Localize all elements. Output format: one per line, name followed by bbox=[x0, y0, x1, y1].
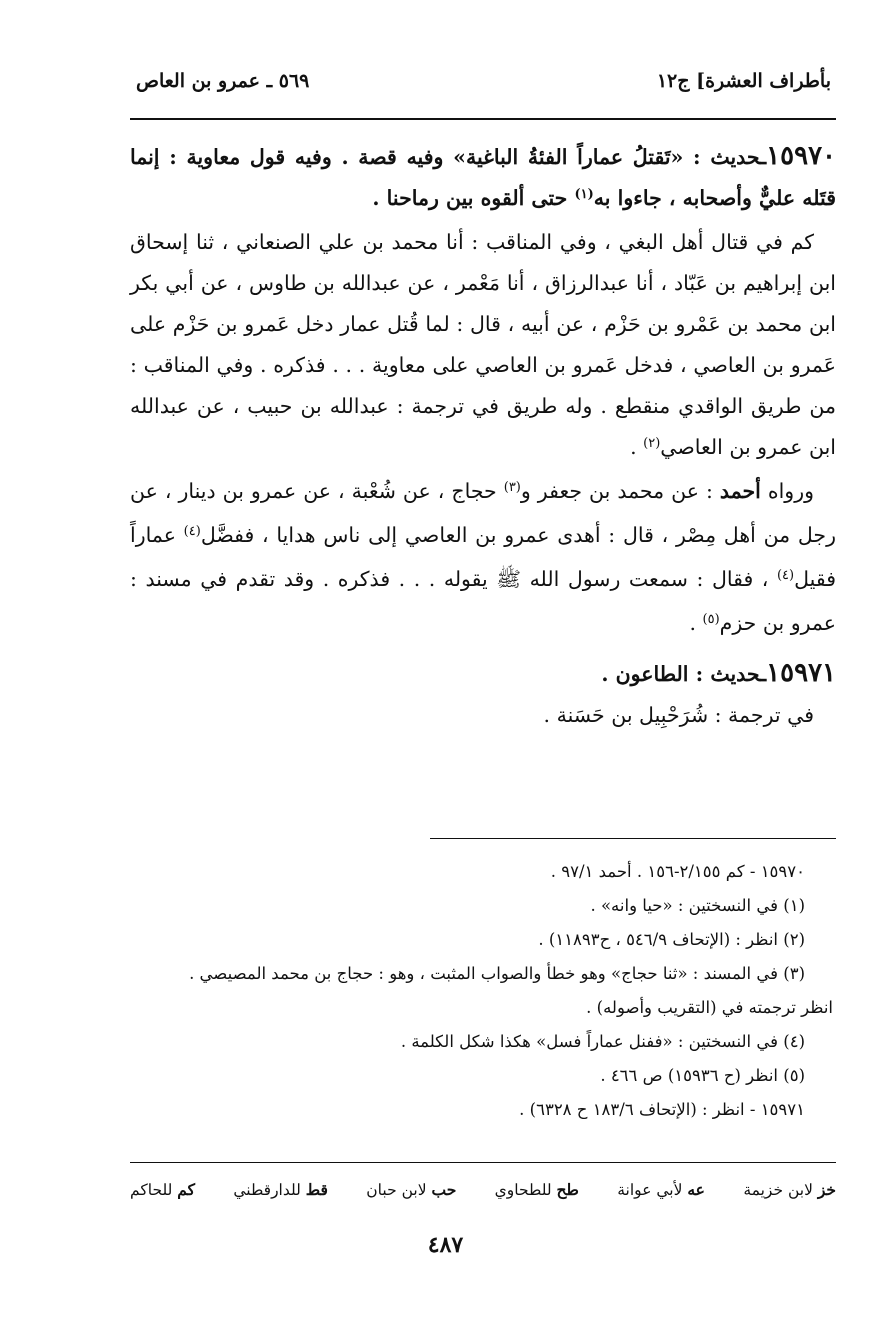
abbreviation-rule bbox=[130, 1162, 836, 1163]
abbr-item bbox=[130, 1180, 195, 1199]
abbr-label: لابن حبان bbox=[366, 1181, 427, 1199]
footnote: ١٥٩٧١ - انظر : (الإتحاف ١٨٣/٦ ح ٦٣٢٨) . bbox=[519, 1100, 805, 1119]
sources-text: كم في قتال أهل البغي ، وفي المناقب : أنا محمد بن علي الصنعاني ، ثنا إسحاق ابن إبراهيم بن عَبّاد ، أنا عبدالرزاق ، أنا مَعْمر ، عن عبدالله بن طاوس ، عن أبي بكر ابن محمد بن عَمْرو بن حَزْم ، عن أبيه ، قال : لما قُتل عمار دخل عَمرو بن حَزْم على عَمرو بن العاصي ، فدخل عَمرو بن العاصي على معاوية . . . فذكره . وفي المناقب : من طريق الواقدي منقطع . وله طريق في ترجمة : عبدالله بن حبيب ، عن عبدالله ابن عمرو بن العاصي bbox=[130, 230, 836, 459]
hadith-15970-heading bbox=[130, 136, 836, 222]
ahmad-text-c: حجاج ، عن شُعْبة ، عن عمرو بن دينار ، عن رجل من أهل مِصْر ، قال : أهدى عمرو بن العاصي إلى ناس هدايا ، ففضَّل bbox=[130, 479, 836, 547]
hadith-title-end: حتى ألقوه بين رماحنا . bbox=[372, 186, 575, 210]
hadith-number: ١٥٩٧١ bbox=[766, 658, 836, 688]
abbr-label: لابن خزيمة bbox=[743, 1181, 813, 1199]
hadith-15970-ahmad bbox=[130, 471, 836, 647]
abbr-item bbox=[743, 1180, 836, 1199]
abbr-code: حب bbox=[431, 1180, 457, 1199]
abbr-label: للحاكم bbox=[130, 1181, 173, 1199]
abbr-code: قط bbox=[305, 1180, 328, 1199]
abbr-label: للطحاوي bbox=[494, 1181, 552, 1199]
footnote-ref: (٤) bbox=[183, 524, 201, 539]
abbr-code: طح bbox=[556, 1180, 579, 1199]
running-head-volume: بأطراف العشرة] ج١٢ bbox=[656, 70, 831, 92]
footnote-ref: (٣) bbox=[503, 480, 521, 495]
abbr-code: كم bbox=[177, 1180, 195, 1199]
footnote: ١٥٩٧٠ - كم ٢/١٥٥-١٥٦ . أحمد ٩٧/١ . bbox=[550, 862, 805, 881]
header-rule bbox=[130, 118, 836, 120]
hadith-15971-heading bbox=[130, 653, 836, 695]
footnote: (٣) في المسند : «ثنا حجاج» وهو خطأ والصواب المثبت ، وهو : حجاج بن محمد المصيصي . bbox=[189, 964, 805, 983]
ahmad-text-a: ورواه bbox=[760, 479, 815, 503]
abbr-code: خز bbox=[817, 1180, 836, 1199]
page-number: ٤٨٧ bbox=[427, 1232, 464, 1258]
abbr-item bbox=[495, 1180, 579, 1199]
abbreviation-key bbox=[130, 1180, 836, 1199]
abbr-label: لأبي عوانة bbox=[617, 1181, 683, 1199]
footnote: (٢) انظر : (الإتحاف ٥٤٦/٩ ، ح١١٨٩٣) . bbox=[538, 930, 805, 949]
footnote: (٤) في النسختين : «ففنل عماراً فسل» هكذا شكل الكلمة . bbox=[400, 1032, 805, 1051]
abbr-item bbox=[366, 1180, 456, 1199]
ahmad-text-b: : عن محمد بن جعفر و bbox=[520, 479, 720, 503]
footnote-ref: (٥) bbox=[702, 612, 720, 627]
ahmad-text-end: . bbox=[689, 611, 703, 635]
ahmad-text-d: عماراً فقيل bbox=[130, 523, 836, 591]
running-head-section: ٥٦٩ ـ عمرو بن العاص bbox=[136, 70, 310, 92]
hadith-number: ١٥٩٧٠ bbox=[766, 141, 836, 171]
hadith-title: ـحديث : الطاعون . bbox=[601, 662, 767, 686]
sources-end: . bbox=[630, 435, 644, 459]
abbr-code: عه bbox=[687, 1180, 705, 1199]
running-head bbox=[136, 70, 831, 92]
footnotes bbox=[130, 855, 833, 1127]
footnote-ref: (٢) bbox=[643, 436, 661, 451]
hadith-15970-sources bbox=[130, 222, 836, 471]
abbr-item bbox=[617, 1180, 705, 1199]
abbr-label: للدارقطني bbox=[233, 1181, 301, 1199]
hadith-15971-sources: في ترجمة : شُرَحْبِيل بن حَسَنة . bbox=[543, 703, 814, 727]
ahmad-name: أحمد bbox=[719, 479, 761, 503]
hadith-title: ـحديث : «تَقتلُ عماراً الفئةُ الباغية» وفيه قصة . وفيه قول معاوية : إنما قتَله عليٌّ وأصحابه ، جاءوا به bbox=[130, 145, 836, 210]
footnote-continuation: انظر ترجمته في (التقريب وأصوله) . bbox=[586, 998, 833, 1017]
footnote: (٥) انظر (ح ١٥٩٣٦) ص ٤٦٦ . bbox=[600, 1066, 805, 1085]
main-text bbox=[130, 136, 836, 736]
footnote: (١) في النسختين : «حيا وانه» . bbox=[590, 896, 805, 915]
abbr-item bbox=[233, 1180, 328, 1199]
footnote-ref: (٤) bbox=[776, 568, 795, 583]
ahmad-text-e: ، فقال : سمعت رسول الله ﷺ يقوله . . . فذكره . وقد تقدم في مسند : عمرو بن حزم bbox=[130, 567, 836, 635]
footnote-rule bbox=[430, 838, 836, 839]
footnote-ref: (١) bbox=[574, 187, 594, 202]
